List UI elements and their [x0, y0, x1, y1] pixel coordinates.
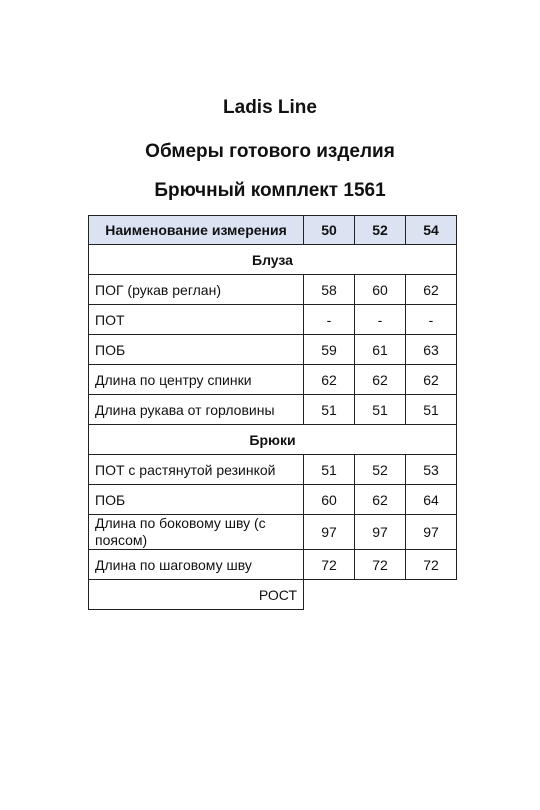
measurement-value: 59: [304, 335, 355, 365]
table-row: [89, 395, 457, 425]
measurement-name: ПОТ: [89, 305, 304, 335]
column-header-name: Наименование измерения: [89, 216, 304, 245]
measurement-value: 62: [355, 365, 406, 395]
measurement-value: 60: [304, 485, 355, 515]
brand-title: Ladis Line: [223, 97, 317, 118]
table-row: [89, 275, 457, 305]
measurement-name: ПОБ: [89, 485, 304, 515]
measurement-name: Длина по боковому шву (с поясом): [89, 515, 304, 550]
table-header-row: [89, 216, 457, 245]
table-row: [89, 515, 457, 550]
measurement-value: 61: [355, 335, 406, 365]
table-row: [89, 365, 457, 395]
measurement-value: 97: [406, 515, 457, 550]
measurement-name: ПОТ с растянутой резинкой: [89, 455, 304, 485]
section-row: [89, 425, 457, 455]
measurement-name: Длина по шаговому шву: [89, 550, 304, 580]
document-subtitle: Обмеры готового изделия: [145, 141, 395, 162]
table-row: [89, 455, 457, 485]
measurement-value: 60: [355, 275, 406, 305]
measurement-value: 62: [406, 365, 457, 395]
height-label: РОСТ: [89, 580, 304, 610]
measurement-value: 58: [304, 275, 355, 305]
measurement-value: 62: [304, 365, 355, 395]
measurement-value: 64: [406, 485, 457, 515]
column-header-size: 50: [304, 216, 355, 245]
measurement-value: 51: [304, 455, 355, 485]
table-row: [89, 305, 457, 335]
measurement-value: 72: [304, 550, 355, 580]
column-header-size: 54: [406, 216, 457, 245]
measurement-value: 52: [355, 455, 406, 485]
table-row: [89, 550, 457, 580]
measurement-value: 63: [406, 335, 457, 365]
measurements-table: [88, 215, 457, 610]
measurement-value: 51: [406, 395, 457, 425]
measurement-value: -: [304, 305, 355, 335]
table-row: [89, 335, 457, 365]
product-title: Брючный комплект 1561: [154, 180, 386, 201]
measurement-value: 51: [355, 395, 406, 425]
section-title-blouse: Блуза: [89, 245, 457, 275]
measurement-value: -: [355, 305, 406, 335]
table-row: [89, 485, 457, 515]
measurement-value: 97: [304, 515, 355, 550]
height-row: [89, 580, 457, 610]
measurement-value: 51: [304, 395, 355, 425]
measurement-name: Длина рукава от горловины: [89, 395, 304, 425]
measurement-value: 62: [355, 485, 406, 515]
measurement-value: 72: [355, 550, 406, 580]
measurement-value: 72: [406, 550, 457, 580]
measurement-name: ПОБ: [89, 335, 304, 365]
measurement-name: ПОГ (рукав реглан): [89, 275, 304, 305]
measurement-value: 97: [355, 515, 406, 550]
column-header-size: 52: [355, 216, 406, 245]
measurement-value: 62: [406, 275, 457, 305]
measurement-value: -: [406, 305, 457, 335]
section-row: [89, 245, 457, 275]
section-title-trousers: Брюки: [89, 425, 457, 455]
measurement-name: Длина по центру спинки: [89, 365, 304, 395]
measurement-value: 53: [406, 455, 457, 485]
